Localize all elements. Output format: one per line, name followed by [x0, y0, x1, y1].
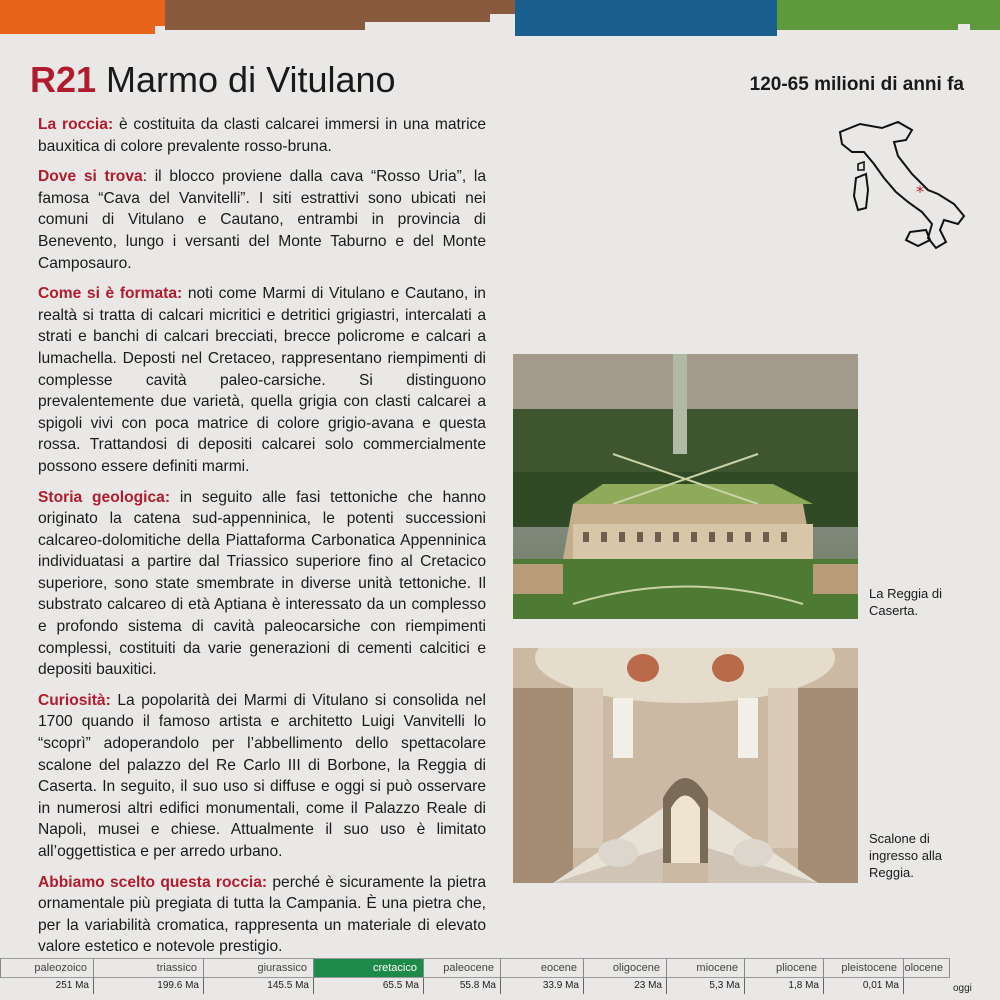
tick-label: 0,01 Ma: [823, 978, 904, 994]
paragraph-curiosita: Curiosità: La popolarità dei Marmi di Vitulano si consolida nel 1700 quando il famoso artista e architetto Luigi Vanvitelli lo “scoprì” adoperandolo per l’abbellimento dello spettacolare scalone del palazzo del Re Carlo III di Borbone, la Reggia di Caserta. In seguito, il suo uso si diffuse e oggi si può osservare in numerosi altri edifici monumentali, come il Palazzo Reale di Napoli, musei e chiese. Attualmente il suo uso è limitato all’oggettistica e per arredo urbano.: [38, 691, 486, 860]
description-text: [38, 114, 486, 967]
svg-text:*: *: [916, 182, 924, 201]
tick-label: 1,8 Ma: [744, 978, 824, 994]
paragraph-scelto: Abbiamo scelto questa roccia: perché è sicuramente la pietra ornamentale più pregiata di tutta la Campania. È una pietra che, per la variabilità cromatica, rappresenta un materiale di elevato valore estetico e notevole prestigio.: [38, 873, 486, 956]
tick-label: 55.8 Ma: [423, 978, 501, 994]
era-pleistocene: pleistocene: [823, 958, 903, 978]
reggia-aerial-photo: [513, 354, 858, 619]
era-cretacico: cretacico: [313, 958, 423, 978]
era-oligocene: oligocene: [583, 958, 666, 978]
timeline-end-label: oggi: [953, 983, 972, 994]
tick-label: 23 Ma: [583, 978, 667, 994]
era-triassico: triassico: [93, 958, 203, 978]
heading-storia: Storia geologica:: [38, 488, 171, 506]
paragraph-dove: Dove si trova: il blocco proviene dalla cava “Rosso Uria”, la famosa “Cava del Vanvitelli”. I siti estrattivi sono ubicati nei comuni di Vitulano e Cautano, entrambi in provincia di Benevento, lungo i versanti del Monte Taburno e del Monte Camposauro.: [38, 168, 486, 272]
italy-map-icon: [820, 112, 970, 252]
era-miocene: miocene: [666, 958, 744, 978]
tick-label: 33.9 Ma: [500, 978, 584, 994]
heading-curiosita: Curiosità:: [38, 691, 111, 709]
top-color-band: [0, 0, 1000, 40]
geologic-timeline: [0, 958, 1000, 1000]
paragraph-roccia: La roccia: è costituita da clasti calcarei immersi in una matrice bauxitica di colore prevalente rosso-bruna.: [38, 116, 486, 155]
tick-label: 145.5 Ma: [203, 978, 314, 994]
era-pliocene: pliocene: [744, 958, 823, 978]
heading-dove: Dove si trova: [38, 168, 143, 186]
tick-label: 65.5 Ma: [313, 978, 424, 994]
tick-label: 5,3 Ma: [666, 978, 745, 994]
paragraph-formata: Come si è formata: noti come Marmi di Vitulano e Cautano, in realtà si tratta di calcari micritici e detritici grigiastri, intercalati a strati e banchi di calcari brecciati, brecce policrome e calcari a lumachella. Deposti nel Cretaceo, rappresentano riempimenti di complesse cavità paleo-carsiche. Si distinguono prevalentemente due varietà, quella grigia con clasti calcarei a spigoli vivi con poca matrice di colore grigio-avana e questa rossa. Trattandosi di depositi calcarei solo commercialmente possono essere definiti marmi.: [38, 285, 486, 475]
scalone-photo: [513, 648, 858, 883]
tick-label: 199.6 Ma: [93, 978, 204, 994]
era-giurassico: giurassico: [203, 958, 313, 978]
tick-label: 251 Ma: [0, 978, 94, 994]
heading-roccia: La roccia:: [38, 116, 114, 133]
heading-scelto: Abbiamo scelto questa roccia:: [38, 873, 268, 891]
heading-formata: Come si è formata:: [38, 285, 183, 303]
rock-code: R21: [30, 59, 97, 100]
scalone-caption: Scalone di ingresso alla Reggia.: [869, 831, 942, 880]
rock-age: 120-65 milioni di anni fa: [749, 74, 964, 95]
page-title: [30, 58, 396, 102]
era-paleozoico: paleozoico: [0, 958, 93, 978]
rock-name: Marmo di Vitulano: [106, 59, 396, 100]
era-olocene: olocene: [903, 958, 950, 978]
paragraph-storia: Storia geologica: in seguito alle fasi tettoniche che hanno originato la catena sud-appenninica, le potenti successioni calcareo-dolomitiche della Piattaforma Carbonatica Appenninica individuatasi a partire dal Triassico superiore fino al Cretacico superiore, sono state smembrate in diverse unità tettoniche. Il substrato calcareo di età Aptiana è interessato da un complesso e profondo sistema di cavità paleocarsiche con riempimenti complessi, costituiti da varie generazioni di cementi calcitici e depositi bauxitici.: [38, 488, 486, 679]
location-star-icon: [916, 182, 924, 201]
reggia-caption: La Reggia di Caserta.: [869, 586, 942, 618]
era-eocene: eocene: [500, 958, 583, 978]
era-paleocene: paleocene: [423, 958, 500, 978]
